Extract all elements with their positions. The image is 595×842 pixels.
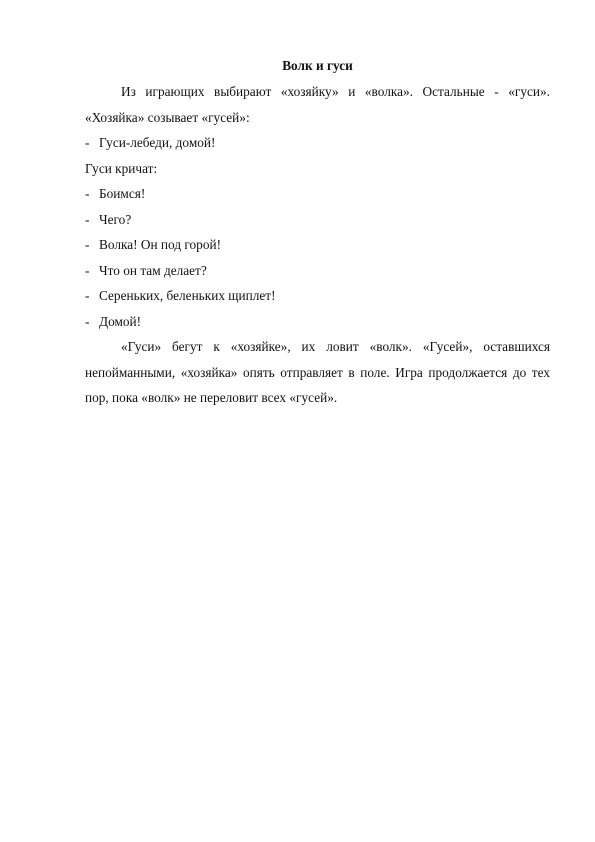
dialogue-text: Чего? [99,211,132,227]
dash-marker: - [85,135,90,150]
dialogue-text: Домой! [99,313,142,329]
document-title: Волк и гуси [282,58,353,73]
dialogue-text: Гуси-лебеди, домой! [99,135,216,150]
closing-paragraph: «Гуси» бегут к «хозяйке», их ловит «волк». «Гусей», оставшихся непойманными, «хозяйка» опять отправляет в поле. Игра продолжается до тех пор, пока «волк» не переловит всех «гусей». [85,339,550,405]
dialogue-text: Боимся! [99,186,146,201]
dash-marker: - [85,211,90,227]
dash-marker: - [85,186,90,201]
dialogue-text: Что он там делает? [99,262,207,278]
dialogue-text: Волка! Он под горой! [99,237,222,252]
dialogue-text: Сереньких, беленьких щиплет! [99,288,276,303]
narration-line: Гуси кричат: [85,160,158,176]
dialogue-line [85,181,550,207]
dash-marker: - [85,262,90,278]
dash-marker: - [85,237,90,252]
intro-paragraph: Из играющих выбирают «хозяйку» и «волка». Остальные - «гуси». «Хозяйка» созывает «гусей»: [85,84,550,125]
dialogue-line [85,130,550,156]
dialogue-line [85,258,550,284]
dash-marker: - [85,313,90,329]
dialogue-line [85,232,550,258]
document-body [85,55,550,411]
dash-marker: - [85,288,90,303]
dialogue-line [85,283,550,309]
dialogue-line [85,309,550,335]
dialogue-line [85,207,550,233]
